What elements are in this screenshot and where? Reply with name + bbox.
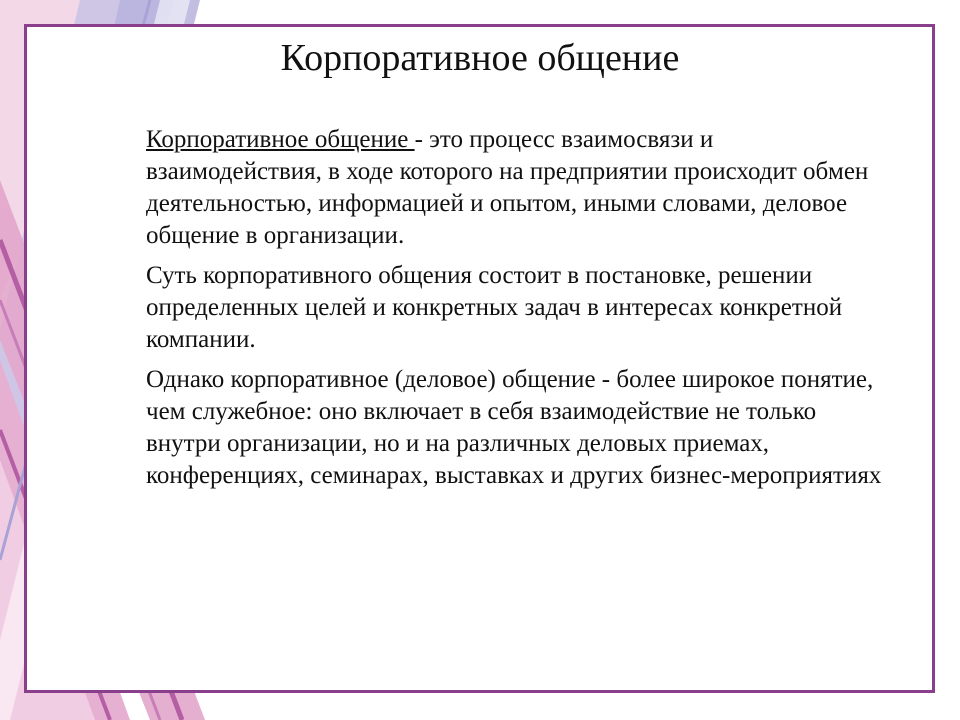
slide-body: [146, 124, 886, 500]
definition-text: - это процесс взаимосвязи и взаимодействия, в ходе которого на предприятии происходит обмен деятельностью, информацией и опытом, иными словами, деловое общение в организации.: [146, 126, 869, 249]
paragraph-definition: [146, 124, 886, 252]
defined-term: Корпоративное общение: [146, 126, 415, 153]
slide-title: Корпоративное общение: [280, 37, 680, 79]
paragraph-scope: Однако корпоративное (деловое) общение - более широкое понятие, чем служебное: оно включает в себя взаимодействие не только внутри организации, но и на различных деловых приемах, конференциях, семинарах, выставках и других бизнес-мероприятиях: [146, 366, 882, 489]
paragraph-essence: Суть корпоративного общения состоит в постановке, решении определенных целей и конкретных задач в интересах конкретной компании.: [146, 262, 843, 353]
